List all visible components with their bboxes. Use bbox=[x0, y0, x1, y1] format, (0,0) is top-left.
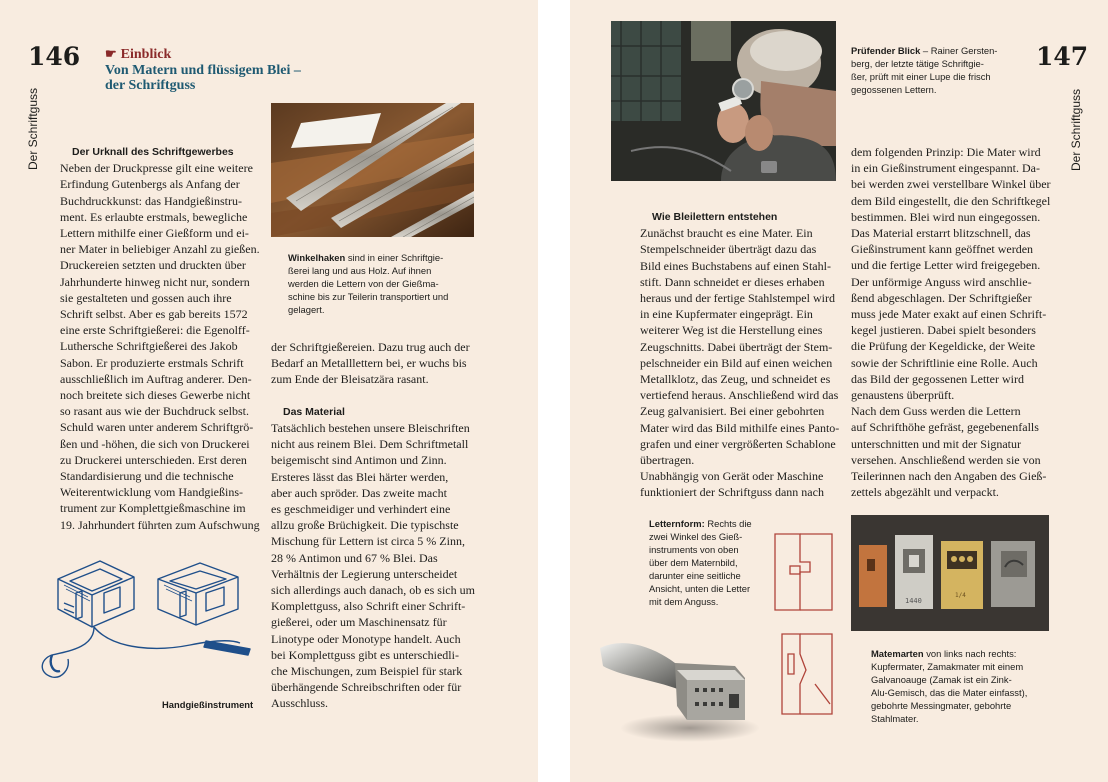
text-line: zettels abgezählt und verpackt. bbox=[851, 485, 999, 500]
text-line: berg, der letzte tätige Schriftgie- bbox=[851, 58, 984, 69]
article-title bbox=[105, 63, 345, 93]
text-line: gelagert. bbox=[288, 304, 325, 315]
text-line: Komplettguss, also Schrift einer Schrift- bbox=[271, 599, 466, 614]
matern-photo bbox=[851, 515, 1049, 631]
text-line: Neben der Druckpresse gilt eine weitere bbox=[60, 161, 253, 176]
text-line: Jahrhunderte hinweg nicht nur, sondern bbox=[60, 274, 250, 289]
text-line: Der unförmige Anguss wird anschlie- bbox=[851, 274, 1032, 289]
text-line: – Rainer Gersten- bbox=[920, 45, 998, 56]
title-line: der Schriftguss bbox=[105, 78, 196, 93]
text-line: Linotype oder Monotype handelt. Auch bbox=[271, 631, 461, 646]
text-line: vertiefend heraus. Anschließend wird das bbox=[640, 388, 839, 403]
text-line: aber auch spröder. Das zweite macht bbox=[271, 485, 447, 500]
caption-bold: Winkelhaken bbox=[288, 252, 346, 263]
text-line: unterschnitten und mit der Signatur bbox=[851, 436, 1021, 451]
text-line: weiterer Weg ist die Herstellung eines bbox=[640, 323, 823, 338]
text-line: Zeug galvanisiert. Bei einer gebohrten bbox=[640, 404, 825, 419]
text-line: Mischung für Lettern ist circa 5 % Zinn, bbox=[271, 534, 465, 549]
text-line: Kupfermater, Zamakmater mit einem bbox=[871, 661, 1024, 672]
text-line: pelschneider ein Bild auf einen weichen bbox=[640, 355, 833, 370]
text-line: Galvanoauge (Zamak ist ein Zink- bbox=[871, 674, 1012, 685]
text-line: eine erste Schriftgießerei: die Egenolff- bbox=[60, 323, 250, 338]
text-line: ßend abgeschlagen. Der Schriftgießer bbox=[851, 290, 1032, 305]
section-heading: Wie Bleilettern entstehen bbox=[652, 211, 778, 223]
running-head-right: Der Schriftguss bbox=[1069, 88, 1083, 171]
text-line: Schrift selbst. Aber es gab bereits 1572 bbox=[60, 307, 248, 322]
text-line: Teilerinnen nach den Angaben des Gieß- bbox=[851, 469, 1047, 484]
text-line: Bild eines Buchstabens auf einen Stahl- bbox=[640, 258, 831, 273]
text-line: sich allerdings auch danach, ob es sich um bbox=[271, 583, 475, 598]
text-line: Sabon. Er produzierte erstmals Schrift bbox=[60, 355, 244, 370]
text-line: der Schriftgießereien. Dazu trug auch der bbox=[271, 340, 470, 354]
text-line: beigemischt sind Antimon und Zinn. bbox=[271, 453, 447, 468]
text-line: Weiterentwicklung vom Handgießins- bbox=[60, 485, 243, 500]
text-line: das Bild der gegossenen Letter wird bbox=[851, 371, 1024, 386]
text-line: gießerei, oder um Maschinensatz für bbox=[271, 615, 447, 630]
caption-text bbox=[649, 518, 759, 608]
text-line: versehen. Anschließend werden sie von bbox=[851, 452, 1041, 467]
text-line: schine bis zur Teilerin transportiert und bbox=[288, 291, 449, 302]
text-line: Zunächst braucht es eine Mater. Ein bbox=[640, 226, 813, 241]
text-line: bestimmen. Blei wird nun eingegossen. bbox=[851, 209, 1041, 224]
text-line: dem Bild eingestellt, die den Schriftkegel bbox=[851, 193, 1051, 208]
text-line: so rasant aus wie der Buchdruck selbst. bbox=[60, 404, 249, 419]
text-line: 28 % Antimon und 67 % Blei. Das bbox=[271, 550, 438, 565]
text-line: 19. Jahrhundert führten zum Aufschwung bbox=[60, 517, 260, 532]
text-line: Unabhängig von Gerät oder Maschine bbox=[640, 469, 824, 484]
caption-bold: Matemarten bbox=[871, 648, 924, 659]
text-line: über dem Maternbild, bbox=[649, 557, 738, 568]
text-line: zwei Winkel des Gieß- bbox=[649, 531, 743, 542]
text-line: in eine Kupfermater eingeprägt. Ein bbox=[640, 307, 813, 322]
right-page bbox=[570, 0, 1108, 782]
right-column-1 bbox=[640, 209, 840, 501]
text-line: Verhältnis der Legierung unterscheidet bbox=[271, 566, 458, 581]
text-line: instruments von oben bbox=[649, 544, 739, 555]
kicker bbox=[105, 46, 171, 63]
text-line: in ein Gießinstrument eingespannt. Da- bbox=[851, 161, 1040, 176]
text-line: Tatsächlich bestehen unsere Bleischriften bbox=[271, 421, 470, 435]
text-line: bei Komplettguss gibt es unterschiedli- bbox=[271, 647, 459, 662]
text-line: übertragen. bbox=[640, 453, 695, 468]
page-number-left: 146 bbox=[28, 42, 81, 71]
text-line: gegossenen Lettern. bbox=[851, 84, 937, 95]
text-line: heraus und der fertige Stahlstempel wird bbox=[640, 291, 835, 306]
text-line: gebohrte Messingmater, gebohrte bbox=[871, 700, 1012, 711]
text-line: che Mischungen, zum Beispiel für stark bbox=[271, 664, 463, 679]
body-text bbox=[640, 225, 840, 500]
text-line: sie gestalteten und gossen auch ihre bbox=[60, 290, 232, 305]
body-text bbox=[60, 160, 260, 533]
left-page bbox=[0, 0, 538, 782]
text-line: ßer, prüft mit einer Lupe die frisch bbox=[851, 71, 991, 82]
caption-matern bbox=[871, 647, 1061, 725]
section-heading: Das Material bbox=[283, 405, 345, 418]
text-line: zum Ende der Bleisatzära rasant. bbox=[271, 372, 429, 387]
text-line: ment. Es erlaubte erstmals, bewegliche bbox=[60, 209, 248, 224]
text-line: Stahlmater. bbox=[871, 713, 919, 724]
text-line: Buchdruckkunst: das Handgießinstru- bbox=[60, 193, 242, 208]
text-line: funktioniert der Schriftguss dann nach bbox=[640, 485, 824, 500]
text-line: ßen und -höhen, die sich von Druckerei bbox=[60, 436, 250, 451]
text-line: Erfindung Gutenbergs als Anfang der bbox=[60, 177, 240, 192]
text-line: darunter eine seitliche bbox=[649, 570, 741, 581]
body-text bbox=[851, 144, 1066, 500]
svg-text:1/4: 1/4 bbox=[955, 592, 966, 599]
text-line: Ansicht, unten die Letter bbox=[649, 583, 751, 594]
section-heading: Der Urknall des Schriftgewerbes bbox=[72, 146, 234, 158]
left-column-2 bbox=[271, 339, 481, 712]
caption-bold: Prüfender Blick bbox=[851, 45, 921, 56]
caption-letternform bbox=[649, 517, 759, 608]
right-column-2 bbox=[851, 144, 1066, 500]
text-line: und die fertige Letter wird freigegeben. bbox=[851, 258, 1041, 273]
schriftgiesser-photo bbox=[611, 21, 836, 181]
text-line: mit dem Anguss. bbox=[649, 596, 719, 607]
text-line: dem folgenden Prinzip: Die Mater wird bbox=[851, 145, 1041, 159]
text-line: Rechts die bbox=[704, 518, 752, 529]
caption-winkelhaken bbox=[288, 251, 478, 316]
winkelhaken-photo bbox=[271, 103, 474, 237]
kicker-label: Einblick bbox=[120, 47, 172, 62]
caption-bold: Letternform: bbox=[649, 518, 705, 529]
pointing-hand-icon: ☛ bbox=[105, 46, 117, 61]
text-line: Zeugschnitts. Dabei überträgt der Stem- bbox=[640, 339, 833, 354]
running-head-left: Der Schriftguss bbox=[26, 87, 40, 170]
text-line: Das Material erstarrt blitzschnell, das bbox=[851, 226, 1031, 241]
caption-text bbox=[871, 648, 1061, 725]
text-line: noch breitete sich dieses Gewerbe nicht bbox=[60, 388, 251, 403]
text-line: auf Schrifthöhe gefräst, gegebenenfalls bbox=[851, 420, 1039, 435]
text-line: zu Druckerei unterschieden. Erst deren bbox=[60, 452, 247, 467]
text-line: Metallklotz, das Zeug, und schneidet es bbox=[640, 372, 831, 387]
text-line: nicht aus reinem Blei. Dem Schriftmetall bbox=[271, 437, 469, 452]
text-line: ausschließlich im Auftrag anderer. Den- bbox=[60, 371, 252, 386]
text-line: Alu-Gemisch, das die Mater einfasst), bbox=[871, 687, 1028, 698]
letternform-sketch bbox=[770, 524, 840, 724]
text-line: sowie der Schriftlinie eine Rolle. Auch bbox=[851, 355, 1038, 370]
svg-text:1440: 1440 bbox=[905, 597, 922, 605]
caption-pruefender-blick bbox=[851, 44, 1031, 96]
letter-anguss-photo bbox=[595, 628, 765, 748]
text-line: Bedarf an Metalllettern bei, er wuchs bis bbox=[271, 356, 467, 371]
title-line: Von Matern und flüssigem Blei – bbox=[105, 63, 301, 78]
text-line: Stempelschneider überträgt dazu das bbox=[640, 242, 817, 257]
text-line: muss jede Mater exakt auf einen Schrift- bbox=[851, 307, 1047, 322]
text-line: Mater wird das Bild mithilfe eines Panto- bbox=[640, 420, 840, 435]
text-line: genaustens überprüft. bbox=[851, 388, 955, 403]
text-line: Druckereien setzten und druckten über bbox=[60, 258, 246, 273]
text-line: bei werden zwei verstellbare Winkel über bbox=[851, 177, 1051, 192]
text-line: allzu große Brüchigkeit. Die typischste bbox=[271, 518, 459, 533]
text-line: überhängende Schreibschriften oder für bbox=[271, 680, 462, 695]
text-line: Nach dem Guss werden die Lettern bbox=[851, 404, 1021, 419]
text-line: die Prüfung der Kegeldicke, der Weite bbox=[851, 339, 1036, 354]
text-line: trument zur Komplettgießmaschine im bbox=[60, 501, 246, 516]
text-line: es geschmeidiger und verhindert eine bbox=[271, 502, 451, 517]
text-line: Schuld waren unter anderem Schriftgrö- bbox=[60, 420, 254, 435]
left-column-1 bbox=[60, 144, 260, 533]
text-line: Ersteres lässt das Blei härter werden, bbox=[271, 469, 449, 484]
text-line: Ausschluss. bbox=[271, 696, 329, 711]
text-line: Lettern mithilfe einer Gießform und ei- bbox=[60, 226, 249, 241]
page-number-right: 147 bbox=[1036, 42, 1089, 71]
text-line: werden die Lettern von der Gießma- bbox=[288, 278, 439, 289]
text-line: von links nach rechts: bbox=[923, 648, 1017, 659]
text-line: sind in einer Schriftgie- bbox=[345, 252, 444, 263]
body-text bbox=[271, 420, 481, 712]
text-line: kegel justieren. Dabei spielt besonders bbox=[851, 323, 1036, 338]
handgiessinstrument-drawing bbox=[30, 547, 260, 697]
caption-handgiessinstrument: Handgießinstrument bbox=[162, 699, 254, 710]
text-line: Standardisierung und die technische bbox=[60, 469, 234, 484]
body-text bbox=[271, 339, 481, 388]
text-line: stift. Dann schneidet er dieses erhaben bbox=[640, 274, 825, 289]
text-line: Luthersche Schriftgießerei des Jakob bbox=[60, 339, 238, 354]
text-line: Gießinstrument kann geöffnet werden bbox=[851, 242, 1034, 257]
text-line: ner Mater in beliebiger Anzahl zu gießen. bbox=[60, 242, 260, 257]
text-line: ßerei lang und aus Holz. Auf ihnen bbox=[288, 265, 432, 276]
text-line: grafen und einer vergrößerten Schablone bbox=[640, 436, 836, 451]
